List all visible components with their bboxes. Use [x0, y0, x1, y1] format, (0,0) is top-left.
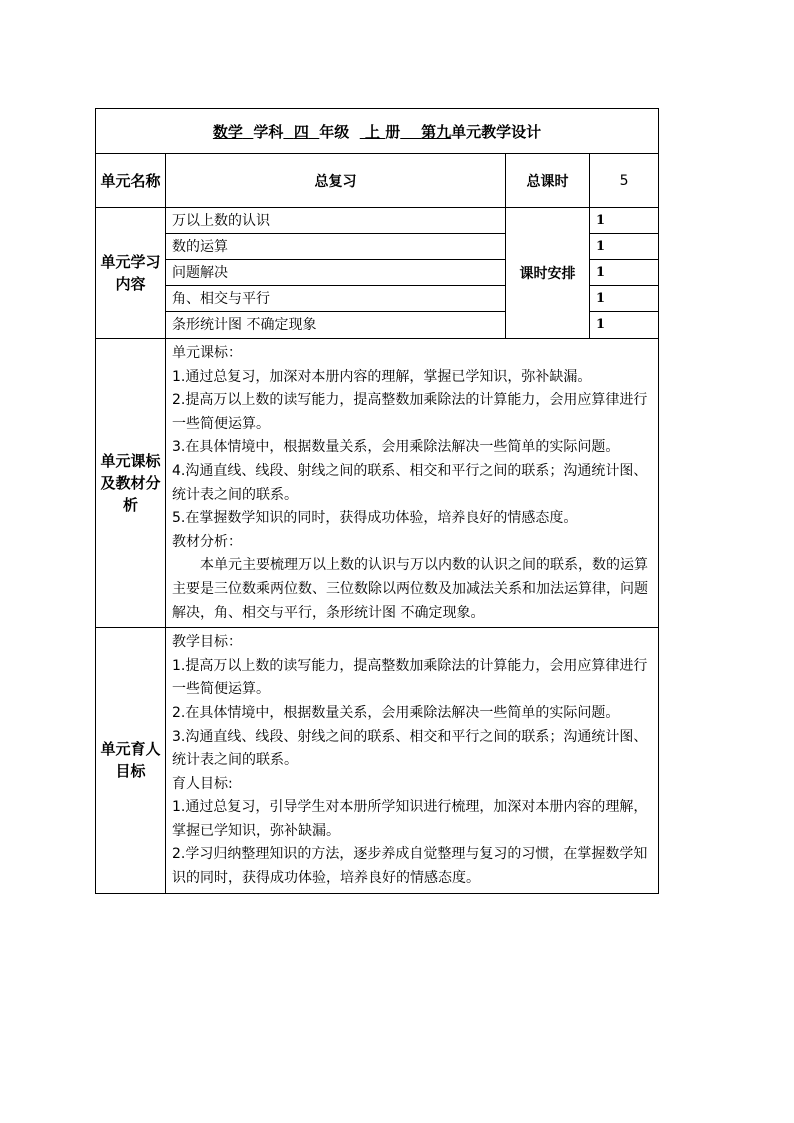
title-volume: 上	[364, 122, 380, 141]
teaching-item: 2.在具体情境中，根据数量关系，会用乘除法解决一些简单的实际问题。	[172, 704, 620, 721]
document-title	[96, 109, 659, 154]
unit-design-table	[95, 108, 659, 894]
goals-label: 单元育人目标	[96, 628, 166, 894]
title-unit: 第九	[421, 122, 452, 141]
unit-content-label: 单元学习内容	[96, 208, 166, 339]
goals-row	[96, 628, 659, 894]
education-item: 2.学习归纳整理知识的方法，逐步养成自觉整理与复习的习惯，在掌握数学知识的同时，获得成功体验，培养良好的情感态度。	[172, 846, 648, 887]
unit-content-row	[96, 208, 659, 339]
unit-content-list	[166, 208, 506, 339]
analysis-row	[96, 339, 659, 628]
list-item: 万以上数的认识	[166, 208, 505, 234]
schedule-hours: 1	[596, 317, 606, 332]
teaching-heading: 教学目标：	[172, 634, 242, 651]
schedule-list	[590, 208, 659, 339]
teaching-item: 1.提高万以上数的读写能力，提高整数加乘除法的计算能力，会用应算律进行一些简便运算。	[172, 657, 648, 698]
title-subject: 数学	[212, 122, 243, 141]
list-item: 角、相交与平行	[166, 286, 505, 312]
schedule-hours: 1	[590, 286, 658, 312]
title-grade: 四	[293, 122, 309, 141]
list-item: 数的运算	[166, 234, 505, 260]
schedule-hours: 1	[590, 260, 658, 286]
education-item: 1.通过总复习，引导学生对本册所学知识进行梳理，加深对本册内容的理解，掌握已学知识，弥补缺漏。	[172, 799, 648, 839]
list-item: 问题解决	[166, 260, 505, 286]
list-item: 条形统计图 不确定现象	[172, 317, 317, 333]
analysis-label: 单元课标及教材分析	[96, 339, 166, 628]
material-text: 本单元主要梳理万以上数的认识与万以内数的认识之间的联系，数的运算主要是三位数乘两位数、三位数除以两位数及加减法关系和加法运算律，问题解决，角、相交与平行，条形统计图 不确定现象。	[172, 557, 648, 621]
standard-item: 2.提高万以上数的读写能力，提高整数加乘除法的计算能力，会用应算律进行一些简便运算。	[172, 392, 648, 432]
standards-heading: 单元课标：	[172, 345, 242, 361]
title-grade-suffix: 年级	[319, 122, 350, 141]
standard-item: 4.沟通直线、线段、射线之间的联系、相交和平行之间的联系；沟通统计图、统计表之间的联系。	[172, 462, 648, 503]
standard-item: 3.在具体情境中，根据数量关系，会用乘除法解决一些简单的实际问题。	[172, 439, 620, 456]
schedule-hours: 1	[590, 234, 658, 260]
material-heading: 教材分析：	[172, 533, 242, 550]
standard-item: 5.在掌握数学知识的同时，获得成功体验，培养良好的情感态度。	[172, 510, 578, 527]
goals-content	[166, 628, 659, 894]
standard-item: 1.通过总复习，加深对本册内容的理解，掌握已学知识，弥补缺漏。	[172, 368, 592, 385]
title-subject-suffix: 学科	[253, 122, 284, 141]
schedule-hours: 1	[590, 208, 658, 234]
title-volume-suffix: 册	[385, 122, 401, 141]
unit-name-label: 单元名称	[96, 154, 166, 208]
unit-name-value: 总复习	[166, 154, 506, 208]
education-heading: 育人目标:	[172, 775, 233, 792]
total-hours-label: 总课时	[506, 154, 590, 208]
title-unit-suffix: 单元教学设计	[451, 122, 542, 141]
schedule-label: 课时安排	[506, 208, 590, 339]
analysis-content	[166, 339, 659, 628]
unit-name-row	[96, 154, 659, 208]
title-row	[96, 109, 659, 154]
total-hours-value: 5	[590, 154, 659, 208]
teaching-item: 3.沟通直线、线段、射线之间的联系、相交和平行之间的联系；沟通统计图、统计表之间的联系。	[172, 728, 648, 769]
